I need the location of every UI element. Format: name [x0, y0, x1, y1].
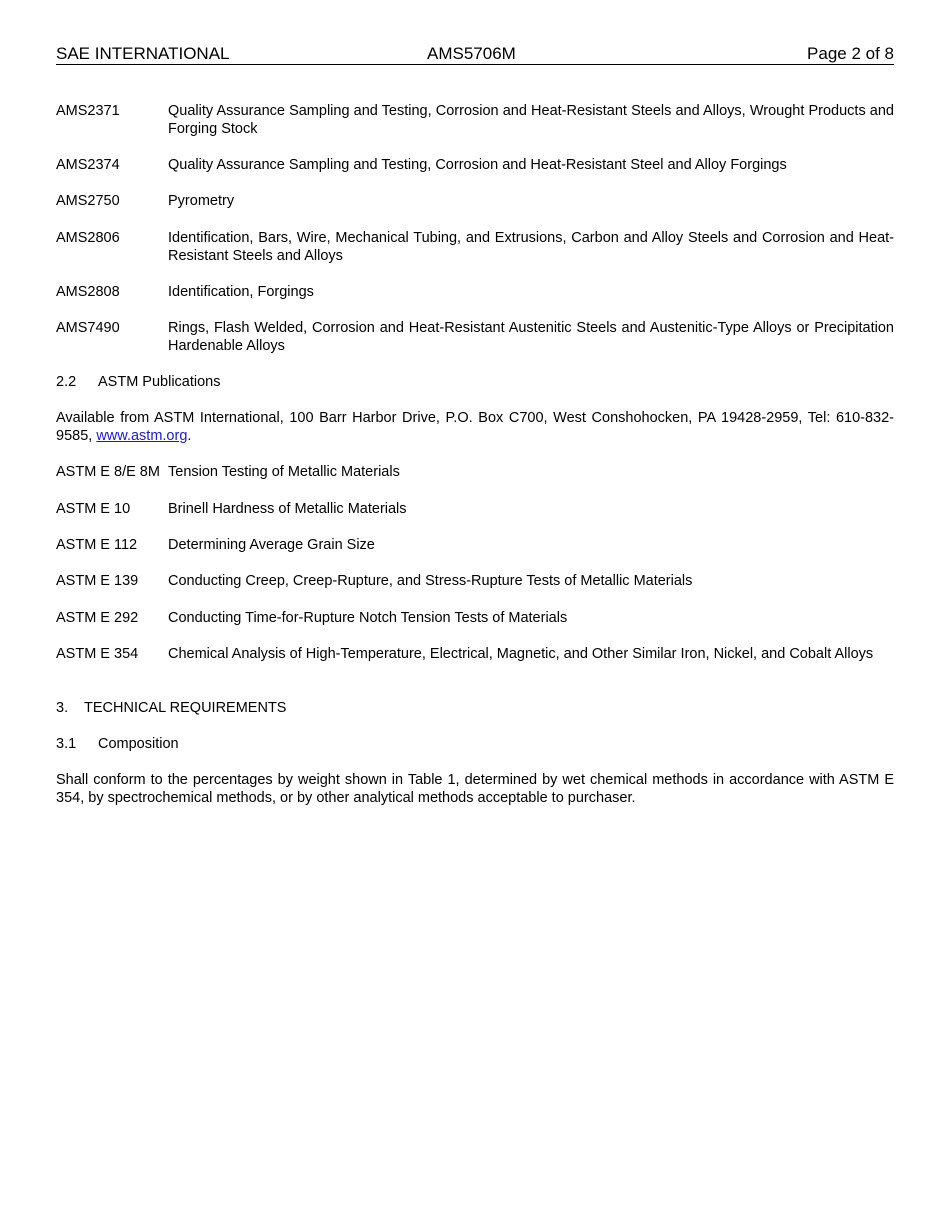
- section-title: ASTM Publications: [98, 374, 221, 390]
- reference-title: Quality Assurance Sampling and Testing, Corrosion and Heat-Resistant Steels and Alloys, Wrought Products and Forging Stock: [168, 103, 894, 137]
- reference-title: Identification, Bars, Wire, Mechanical Tubing, and Extrusions, Carbon and Alloy Steels and Corrosion and Heat-Resistant Steels and Alloys: [168, 230, 894, 264]
- header-organization: SAE INTERNATIONAL: [56, 44, 230, 63]
- reference-code: ASTM E 8/E 8M: [56, 464, 160, 480]
- reference-entry: [56, 229, 894, 265]
- reference-entry: [56, 536, 894, 554]
- availability-text: Available from ASTM International, 100 Barr Harbor Drive, P.O. Box C700, West Conshohocken, PA 19428-2959, Tel: 610-832-9585,: [56, 410, 894, 444]
- reference-entry: [56, 572, 894, 590]
- section-title: Composition: [98, 736, 179, 752]
- page-header: [56, 44, 894, 65]
- availability-end: .: [187, 428, 192, 444]
- section-number: 2.2: [56, 374, 77, 390]
- reference-title: Pyrometry: [168, 193, 235, 209]
- reference-code: AMS2374: [56, 157, 120, 173]
- section-heading-3-1: [56, 735, 179, 753]
- reference-entry: [56, 192, 894, 210]
- reference-entry: [56, 319, 894, 355]
- reference-code: ASTM E 10: [56, 501, 131, 517]
- reference-entry: [56, 156, 894, 174]
- reference-code: AMS2750: [56, 193, 120, 209]
- composition-paragraph: Shall conform to the percentages by weight shown in Table 1, determined by wet chemical methods in accordance with ASTM E 354, by spectrochemical methods, or by other analytical methods acceptable to purchaser.: [56, 772, 894, 806]
- section-number: 3.: [56, 700, 69, 716]
- reference-code: ASTM E 354: [56, 646, 139, 662]
- reference-title: Brinell Hardness of Metallic Materials: [168, 501, 407, 517]
- reference-code: AMS7490: [56, 320, 120, 336]
- reference-entry: [56, 283, 894, 301]
- reference-title: Identification, Forgings: [168, 284, 314, 300]
- reference-title: Tension Testing of Metallic Materials: [168, 464, 400, 480]
- section-heading-2-2: [56, 373, 221, 391]
- reference-code: ASTM E 139: [56, 573, 139, 589]
- reference-entry: [56, 609, 894, 627]
- reference-title: Conducting Time-for-Rupture Notch Tension Tests of Materials: [168, 610, 568, 626]
- section-number: 3.1: [56, 736, 77, 752]
- reference-entry: [56, 102, 894, 138]
- reference-code: AMS2808: [56, 284, 120, 300]
- reference-title: Conducting Creep, Creep-Rupture, and Stress-Rupture Tests of Metallic Materials: [168, 573, 693, 589]
- reference-title: Chemical Analysis of High-Temperature, Electrical, Magnetic, and Other Similar Iron, Nickel, and Cobalt Alloys: [168, 646, 874, 662]
- section-title: TECHNICAL REQUIREMENTS: [84, 700, 287, 716]
- reference-entry: [56, 645, 894, 663]
- reference-title: Determining Average Grain Size: [168, 537, 375, 553]
- reference-code: ASTM E 292: [56, 610, 139, 626]
- astm-availability-paragraph: [56, 409, 894, 445]
- reference-entry: [56, 500, 894, 518]
- reference-code: AMS2806: [56, 230, 120, 246]
- reference-title: Quality Assurance Sampling and Testing, Corrosion and Heat-Resistant Steel and Alloy Forgings: [168, 157, 787, 173]
- reference-code: ASTM E 112: [56, 537, 138, 553]
- reference-title: Rings, Flash Welded, Corrosion and Heat-Resistant Austenitic Steels and Austenitic-Type Alloys or Precipitation Hardenable Alloys: [168, 320, 894, 354]
- section-heading-3: [56, 699, 286, 717]
- header-document-id: AMS5706M: [427, 44, 516, 63]
- header-page-number: Page 2 of 8: [807, 44, 894, 63]
- document-page: [56, 44, 894, 806]
- reference-code: AMS2371: [56, 103, 120, 119]
- reference-entry: [56, 463, 894, 481]
- astm-website-link[interactable]: www.astm.org: [96, 428, 188, 444]
